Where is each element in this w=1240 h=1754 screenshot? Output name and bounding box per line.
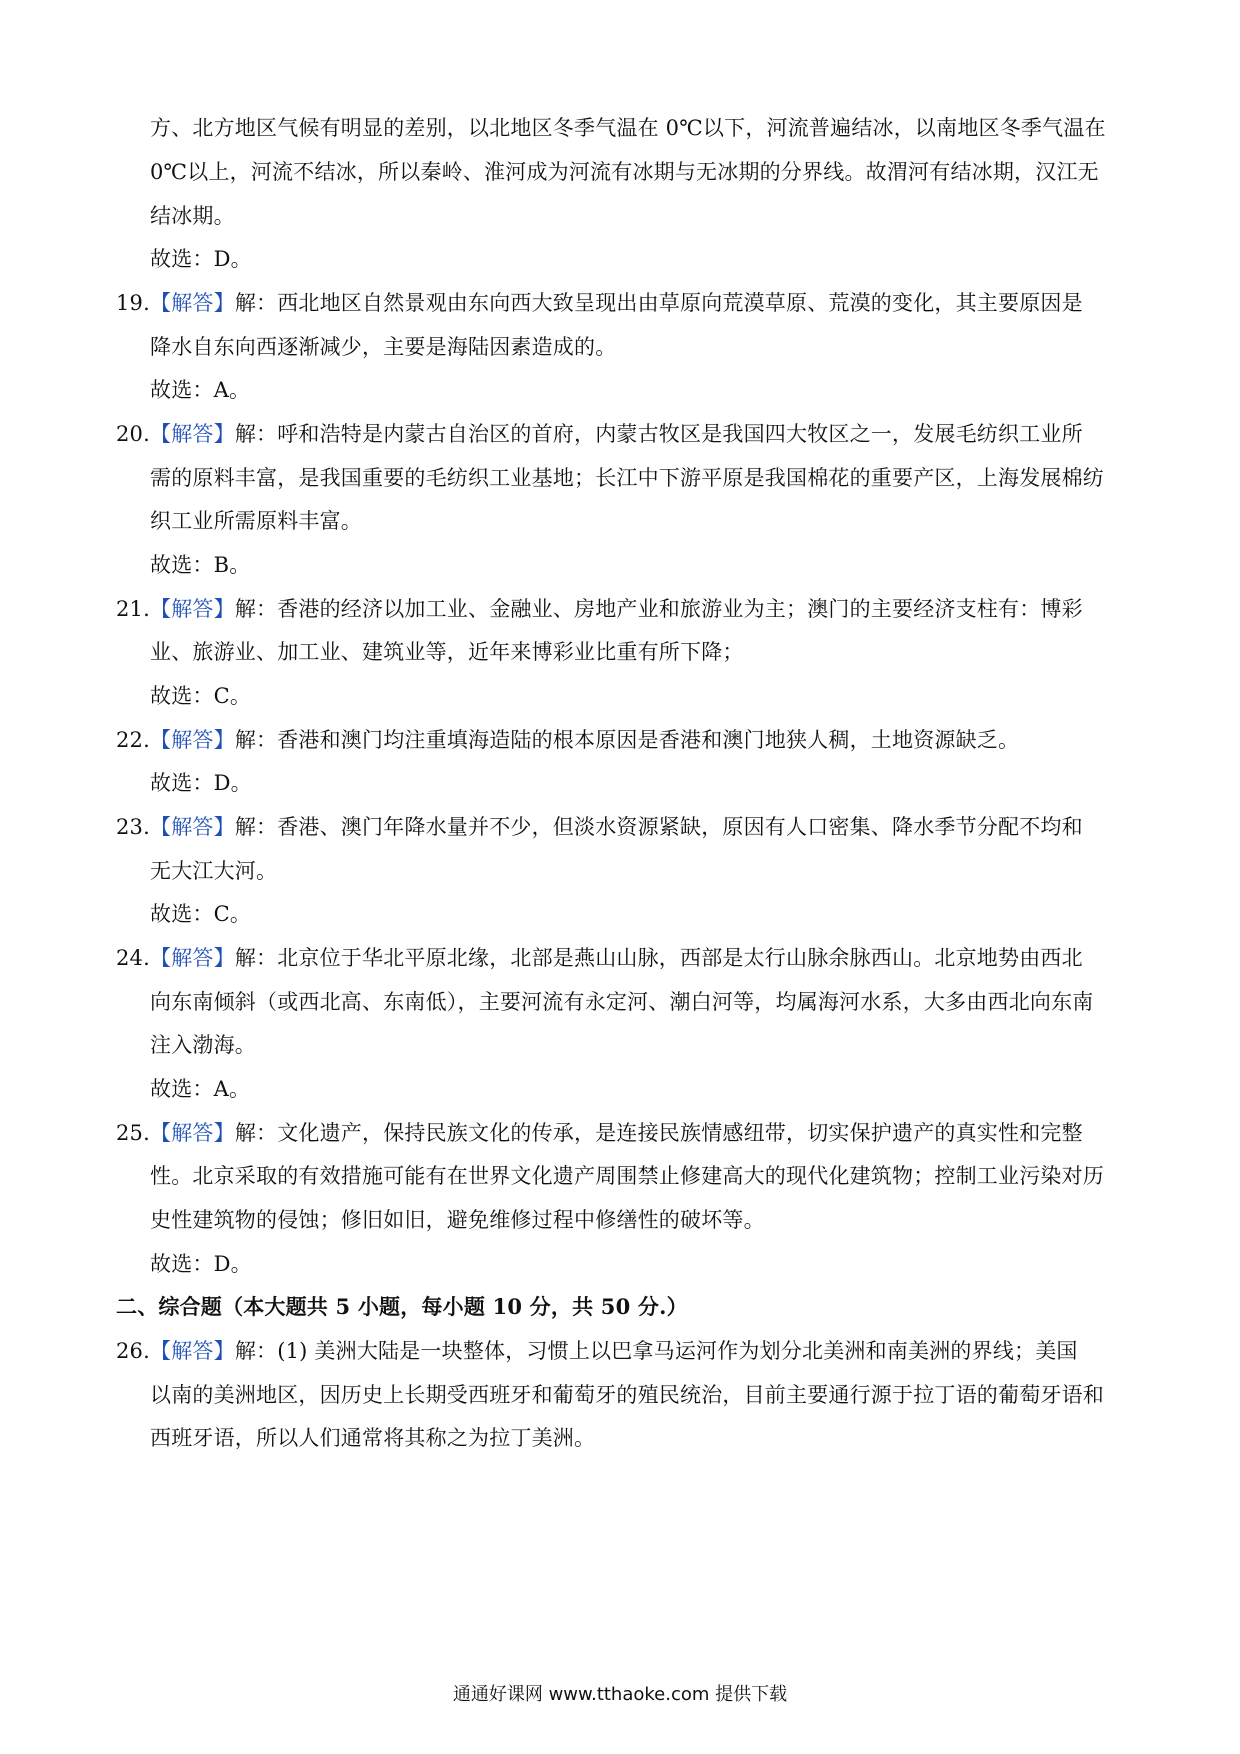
question-number: 26. (116, 1339, 150, 1363)
text-line: 降水自东向西逐渐减少，主要是海陆因素造成的。 (150, 335, 617, 359)
text-line: 需的原料丰富，是我国重要的毛纺织工业基地；长江中下游平原是我国棉花的重要产区，上海发展棉纺 (150, 466, 1104, 490)
text-line: 西班牙语，所以人们通常将其称之为拉丁美洲。 (150, 1426, 596, 1450)
text-line: 业、旅游业、加工业、建筑业等，近年来博彩业比重有所下降； (150, 640, 744, 664)
question-number: 24. (116, 946, 150, 970)
answer-line: 故选：A。 (150, 378, 251, 402)
question-number: 20. (116, 422, 150, 446)
question-25: 25.【解答】解：文化遗产，保持民族文化的传承，是连接民族情感纽带，切实保护遗产的真实性和完整 (116, 1121, 1083, 1145)
section-heading: 二、综合题（本大题共 5 小题，每小题 10 分，共 50 分.） (116, 1294, 688, 1319)
question-19: 19.【解答】解：西北地区自然景观由东向西大致呈现出由草原向荒漠草原、荒漠的变化，其主要原因是 (116, 291, 1083, 315)
answer-tag: 【解答】 (150, 291, 235, 315)
question-21: 21.【解答】解：香港的经济以加工业、金融业、房地产业和旅游业为主；澳门的主要经济支柱有：博彩 (116, 597, 1083, 621)
answer-tag: 【解答】 (150, 815, 235, 839)
text-line: 以南的美洲地区，因历史上长期受西班牙和葡萄牙的殖民统治，目前主要通行源于拉丁语的葡萄牙语和 (150, 1383, 1104, 1407)
question-24: 24.【解答】解：北京位于华北平原北缘，北部是燕山山脉，西部是太行山脉余脉西山。北京地势由西北 (116, 946, 1083, 970)
question-number: 22. (116, 728, 150, 752)
question-22: 22.【解答】解：香港和澳门均注重填海造陆的根本原因是香港和澳门地狭人稠，土地资源缺乏。 (116, 728, 1020, 752)
question-26: 26.【解答】解：(1) 美洲大陆是一块整体，习惯上以巴拿马运河作为划分北美洲和南美洲的界线；美国 (116, 1339, 1078, 1363)
question-number: 21. (116, 597, 150, 621)
page-footer: 通通好课网 www.tthaoke.com 提供下载 (452, 1684, 788, 1705)
answer-line: 故选：D。 (150, 771, 252, 795)
text-line: 注入渤海。 (150, 1033, 256, 1057)
answer-line: 故选：D。 (150, 247, 252, 271)
text-line: 结冰期。 (150, 204, 235, 228)
answer-line: 故选：C。 (150, 684, 252, 708)
question-20: 20.【解答】解：呼和浩特是内蒙古自治区的首府，内蒙古牧区是我国四大牧区之一，发展毛纺织工业所 (116, 422, 1083, 446)
question-number: 25. (116, 1121, 150, 1145)
text-line: 史性建筑物的侵蚀；修旧如旧，避免维修过程中修缮性的破坏等。 (150, 1208, 765, 1232)
text-line: 织工业所需原料丰富。 (150, 509, 362, 533)
text-line: 向东南倾斜（或西北高、东南低），主要河流有永定河、潮白河等，均属海河水系，大多由西北向东南 (150, 990, 1094, 1014)
question-number: 23. (116, 815, 150, 839)
answer-line: 故选：D。 (150, 1252, 252, 1276)
answer-line: 故选：C。 (150, 902, 252, 926)
text-line: 0℃以上，河流不结冰，所以秦岭、淮河成为河流有冰期与无冰期的分界线。故渭河有结冰期，汉江无 (150, 160, 1099, 184)
text-line: 性。北京采取的有效措施可能有在世界文化遗产周围禁止修建高大的现代化建筑物；控制工业污染对历 (150, 1164, 1104, 1188)
text-line: 方、北方地区气候有明显的差别，以北地区冬季气温在 0℃以下，河流普遍结冰，以南地区冬季气温在 (150, 116, 1106, 140)
answer-tag: 【解答】 (150, 728, 235, 752)
question-23: 23.【解答】解：香港、澳门年降水量并不少，但淡水资源紧缺，原因有人口密集、降水季节分配不均和 (116, 815, 1083, 839)
text-line: 无大江大河。 (150, 859, 278, 883)
question-number: 19. (116, 291, 150, 315)
answer-tag: 【解答】 (150, 597, 235, 621)
answer-tag: 【解答】 (150, 1121, 235, 1145)
answer-tag: 【解答】 (150, 1339, 235, 1363)
answer-tag: 【解答】 (150, 946, 235, 970)
answer-tag: 【解答】 (150, 422, 235, 446)
answer-line: 故选：A。 (150, 1077, 251, 1101)
answer-line: 故选：B。 (150, 553, 251, 577)
